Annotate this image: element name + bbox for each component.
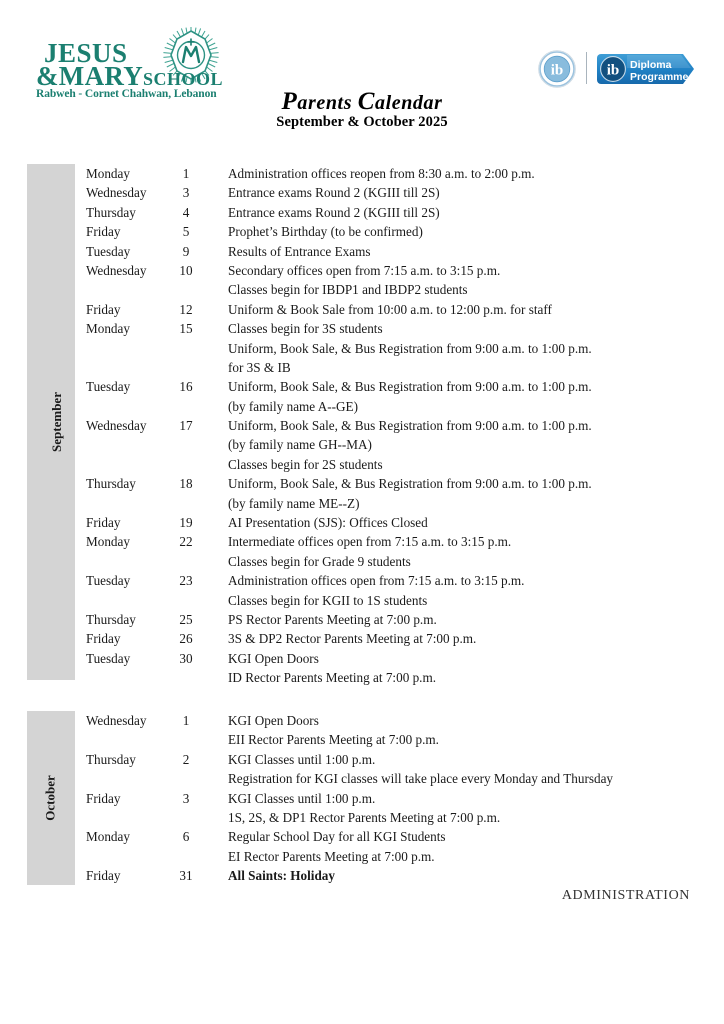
row-date: 3 <box>182 185 190 201</box>
row-date: 16 <box>179 379 193 395</box>
row-description: (by family name A--GE) <box>228 398 359 414</box>
ib-logo-divider <box>586 52 587 84</box>
row-weekday: Tuesday <box>86 379 131 395</box>
school-name-line2 <box>36 63 223 90</box>
row-date: 1 <box>182 166 190 181</box>
footer-administration: ADMINISTRATION <box>561 888 690 903</box>
row-date: 12 <box>179 301 193 317</box>
title-rest-arents: arents <box>297 92 358 114</box>
row-weekday: Thursday <box>86 204 136 220</box>
row-description: (by family name GH--MA) <box>228 437 372 453</box>
row-description: Results of Entrance Exams <box>228 243 371 259</box>
row-description: KGI Open Doors <box>228 713 319 728</box>
row-description: Classes begin for 3S students <box>228 321 383 337</box>
table-row <box>0 808 724 827</box>
row-date: 18 <box>179 476 193 492</box>
table-row <box>0 769 724 788</box>
row-date: 26 <box>179 631 193 647</box>
row-description: Administration offices open from 7:15 a.m. to 3:15 p.m. <box>228 573 525 589</box>
row-description: Prophet’s Birthday (to be confirmed) <box>228 224 423 240</box>
table-row <box>0 629 724 648</box>
row-description: Uniform & Book Sale from 10:00 a.m. to 12:00 p.m. for staff <box>228 301 552 317</box>
title-cap-c: C <box>357 88 375 115</box>
school-name-line1: JESUS <box>44 38 128 68</box>
row-weekday: Thursday <box>86 751 136 767</box>
row-description: Classes begin for KGII to 1S students <box>228 592 428 608</box>
calendar-rows-october <box>0 711 724 886</box>
row-date: 6 <box>182 829 190 845</box>
row-date: 1 <box>182 713 190 728</box>
row-description: All Saints: Holiday <box>228 868 335 884</box>
row-description: 1S, 2S, & DP1 Rector Parents Meeting at 7:00 p.m. <box>228 809 501 825</box>
row-weekday: Tuesday <box>86 650 131 666</box>
row-date: 31 <box>179 868 193 884</box>
ib-circle-logo-icon <box>538 50 576 88</box>
row-weekday: Thursday <box>86 611 136 627</box>
row-description: KGI Classes until 1:00 p.m. <box>228 751 376 767</box>
table-row <box>0 455 724 474</box>
month-label-september: September <box>48 392 64 452</box>
table-row <box>0 847 724 866</box>
row-description: Entrance exams Round 2 (KGIII till 2S) <box>228 204 440 220</box>
row-description: Classes begin for 2S students <box>228 456 383 472</box>
row-description: EII Rector Parents Meeting at 7:00 p.m. <box>228 732 439 748</box>
row-weekday: Monday <box>86 829 130 845</box>
row-description: Uniform, Book Sale, & Bus Registration from 9:00 a.m. to 1:00 p.m. <box>228 379 592 395</box>
row-date: 17 <box>179 418 193 434</box>
table-row <box>0 649 724 668</box>
table-row <box>0 571 724 590</box>
row-description: Secondary offices open from 7:15 a.m. to 3:15 p.m. <box>228 262 501 278</box>
table-row <box>0 164 724 183</box>
row-weekday: Friday <box>86 631 121 647</box>
svg-text:ib: ib <box>606 62 620 79</box>
row-description: Administration offices reopen from 8:30 a.m. to 2:00 p.m. <box>228 166 535 181</box>
page-subtitle: September & October 2025 <box>276 114 448 130</box>
page-header <box>0 0 724 150</box>
school-tagline: Rabweh - Cornet Chahwan, Lebanon <box>36 88 217 100</box>
row-date: 9 <box>182 243 190 259</box>
row-description: ID Rector Parents Meeting at 7:00 p.m. <box>228 670 437 686</box>
table-row <box>0 358 724 377</box>
school-word: SCHOOL <box>143 69 224 89</box>
row-weekday: Tuesday <box>86 243 131 259</box>
row-description: EI Rector Parents Meeting at 7:00 p.m. <box>228 848 435 864</box>
calendar-rows-september <box>0 164 724 688</box>
row-description: Entrance exams Round 2 (KGIII till 2S) <box>228 185 440 201</box>
table-row <box>0 494 724 513</box>
row-date: 15 <box>179 321 193 337</box>
table-row <box>0 711 724 730</box>
table-row <box>0 242 724 261</box>
row-date: 22 <box>179 534 193 550</box>
table-row <box>0 280 724 299</box>
page-title <box>0 88 724 116</box>
svg-text:Diploma: Diploma <box>630 59 672 71</box>
svg-text:ib: ib <box>550 62 564 79</box>
table-row <box>0 610 724 629</box>
row-weekday: Wednesday <box>86 185 147 201</box>
row-date: 2 <box>182 751 190 767</box>
row-weekday: Friday <box>86 301 121 317</box>
table-row <box>0 750 724 769</box>
table-row <box>0 668 724 687</box>
title-rest-alendar: alendar <box>374 92 443 114</box>
row-date: 25 <box>179 611 193 627</box>
row-weekday: Friday <box>86 224 121 240</box>
row-weekday: Monday <box>86 321 130 337</box>
ib-diploma-programme-logo-icon <box>597 50 698 88</box>
table-row <box>0 377 724 396</box>
row-weekday: Wednesday <box>86 713 147 728</box>
school-name-mary: &MARY <box>36 61 144 91</box>
row-description: KGI Open Doors <box>228 650 319 666</box>
table-row <box>0 397 724 416</box>
table-row <box>0 300 724 319</box>
row-date: 30 <box>179 650 193 666</box>
row-description: (by family name ME--Z) <box>228 495 360 511</box>
row-description: KGI Classes until 1:00 p.m. <box>228 790 376 806</box>
row-description: PS Rector Parents Meeting at 7:00 p.m. <box>228 611 437 627</box>
row-description: Classes begin for IBDP1 and IBDP2 students <box>228 282 468 298</box>
row-date: 10 <box>179 262 193 278</box>
table-row <box>0 222 724 241</box>
table-row <box>0 532 724 551</box>
row-description: Uniform, Book Sale, & Bus Registration from 9:00 a.m. to 1:00 p.m. <box>228 340 592 356</box>
row-weekday: Monday <box>86 166 130 181</box>
row-weekday: Friday <box>86 868 121 884</box>
row-weekday: Thursday <box>86 476 136 492</box>
table-row <box>0 339 724 358</box>
row-description: Classes begin for Grade 9 students <box>228 553 411 569</box>
month-label-october: October <box>42 775 58 821</box>
row-description: Registration for KGI classes will take place every Monday and Thursday <box>228 771 614 787</box>
row-description: 3S & DP2 Rector Parents Meeting at 7:00 p.m. <box>228 631 477 647</box>
title-cap-p: P <box>281 88 298 115</box>
row-date: 5 <box>182 224 190 240</box>
row-description: Intermediate offices open from 7:15 a.m. to 3:15 p.m. <box>228 534 512 550</box>
row-description: Regular School Day for all KGI Students <box>228 829 446 845</box>
table-row <box>0 435 724 454</box>
table-row <box>0 474 724 493</box>
table-row <box>0 591 724 610</box>
table-row <box>0 319 724 338</box>
row-weekday: Tuesday <box>86 573 131 589</box>
row-date: 23 <box>179 573 193 589</box>
table-row <box>0 513 724 532</box>
row-weekday: Friday <box>86 790 121 806</box>
table-row <box>0 552 724 571</box>
row-description: AI Presentation (SJS): Offices Closed <box>228 515 428 531</box>
row-description: Uniform, Book Sale, & Bus Registration from 9:00 a.m. to 1:00 p.m. <box>228 418 592 434</box>
row-weekday: Friday <box>86 515 121 531</box>
row-description: for 3S & IB <box>228 359 291 375</box>
row-weekday: Wednesday <box>86 418 147 434</box>
row-description: Uniform, Book Sale, & Bus Registration from 9:00 a.m. to 1:00 p.m. <box>228 476 592 492</box>
table-row <box>0 730 724 749</box>
row-weekday: Wednesday <box>86 262 147 278</box>
table-row <box>0 827 724 846</box>
table-row <box>0 183 724 202</box>
svg-text:Programme: Programme <box>630 71 689 83</box>
table-row <box>0 203 724 222</box>
row-date: 4 <box>182 204 190 220</box>
row-weekday: Monday <box>86 534 130 550</box>
row-date: 19 <box>179 515 193 531</box>
table-row <box>0 261 724 280</box>
row-date: 3 <box>182 790 190 806</box>
table-row <box>0 866 724 885</box>
